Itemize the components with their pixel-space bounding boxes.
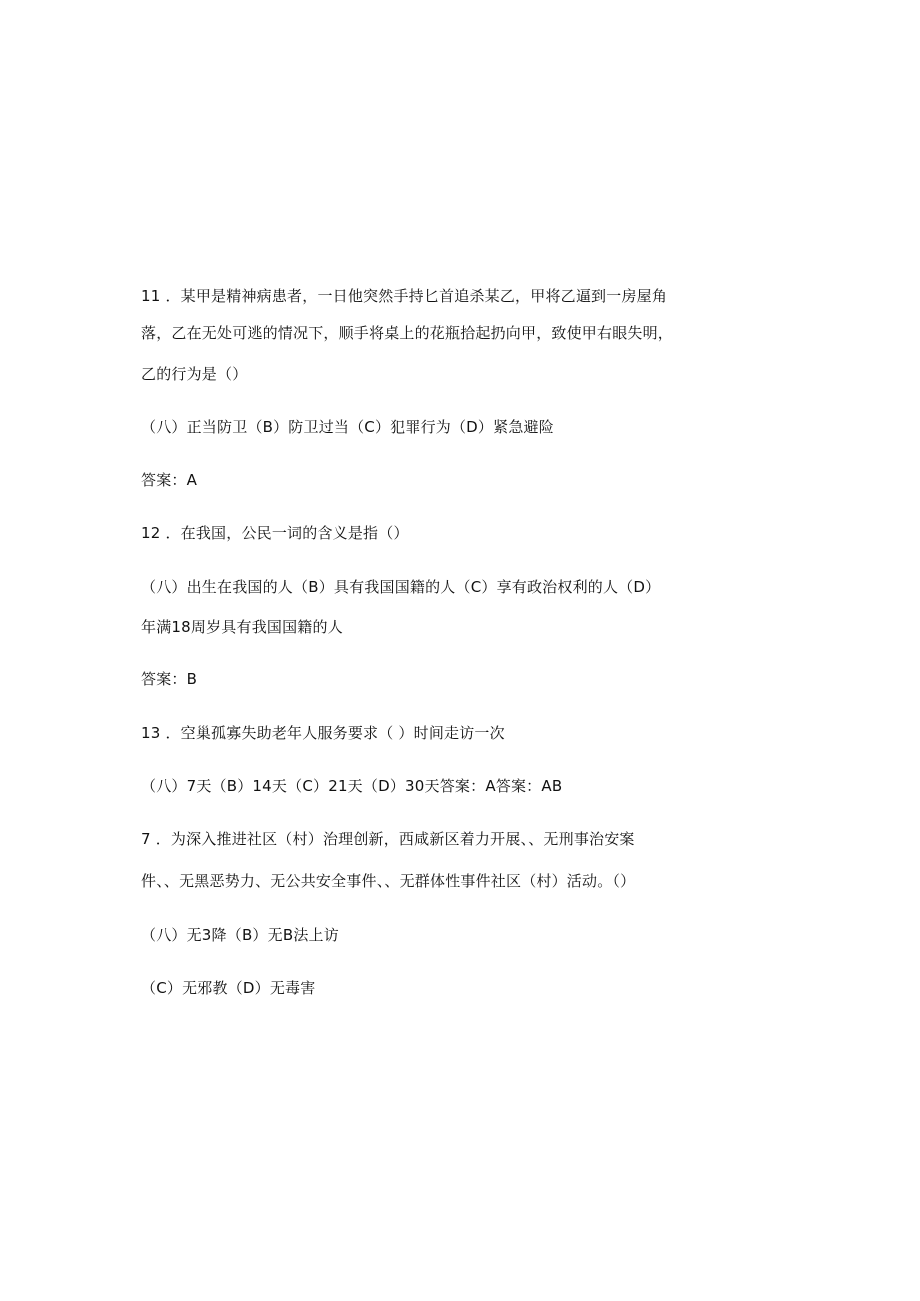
question-7-stem-line-2: 件、、无黑恶势力、无公共安全事件、、无群体性事件社区（村）活动。（）: [141, 872, 636, 890]
question-7-stem-line-1: 7 ．为深入推进社区（村）治理创新，西咸新区着力开展、、无刑事治安案: [141, 830, 635, 848]
question-11-stem-line-3: 乙的行为是（）: [141, 365, 248, 383]
question-11-options: （八）正当防卫（B）防卫过当（C）犯罪行为（D）紧急避险: [141, 418, 554, 436]
question-11-answer: 答案：A: [141, 471, 198, 489]
question-13-options-and-answer: （八）7天（B）14天（C）21天（D）30天答案：A答案：AB: [141, 777, 563, 795]
question-11-stem-line-2: 落，乙在无处可逃的情况下，顺手将桌上的花瓶拾起扔向甲，致使甲右眼失明，: [141, 324, 674, 342]
question-12-stem: 12 ．在我国，公民一词的含义是指（）: [141, 524, 409, 542]
question-12-options-line-1: （八）出生在我国的人（B）具有我国国籍的人（C）享有政治权利的人（D）: [141, 578, 661, 596]
question-7-options-line-2: （C）无邪教（D）无毒害: [141, 979, 316, 997]
question-12-answer: 答案：B: [141, 670, 198, 688]
question-13-stem: 13 ．空巢孤寡失助老年人服务要求（ ）时间走访一次: [141, 724, 505, 742]
question-11-stem-line-1: 11 ．某甲是精神病患者，一日他突然手持匕首追杀某乙，甲将乙逼到一房屋角: [141, 287, 668, 305]
question-12-options-line-2: 年满18周岁具有我国国籍的人: [141, 618, 343, 636]
question-7-options-line-1: （八）无3降（B）无B法上访: [141, 926, 339, 944]
